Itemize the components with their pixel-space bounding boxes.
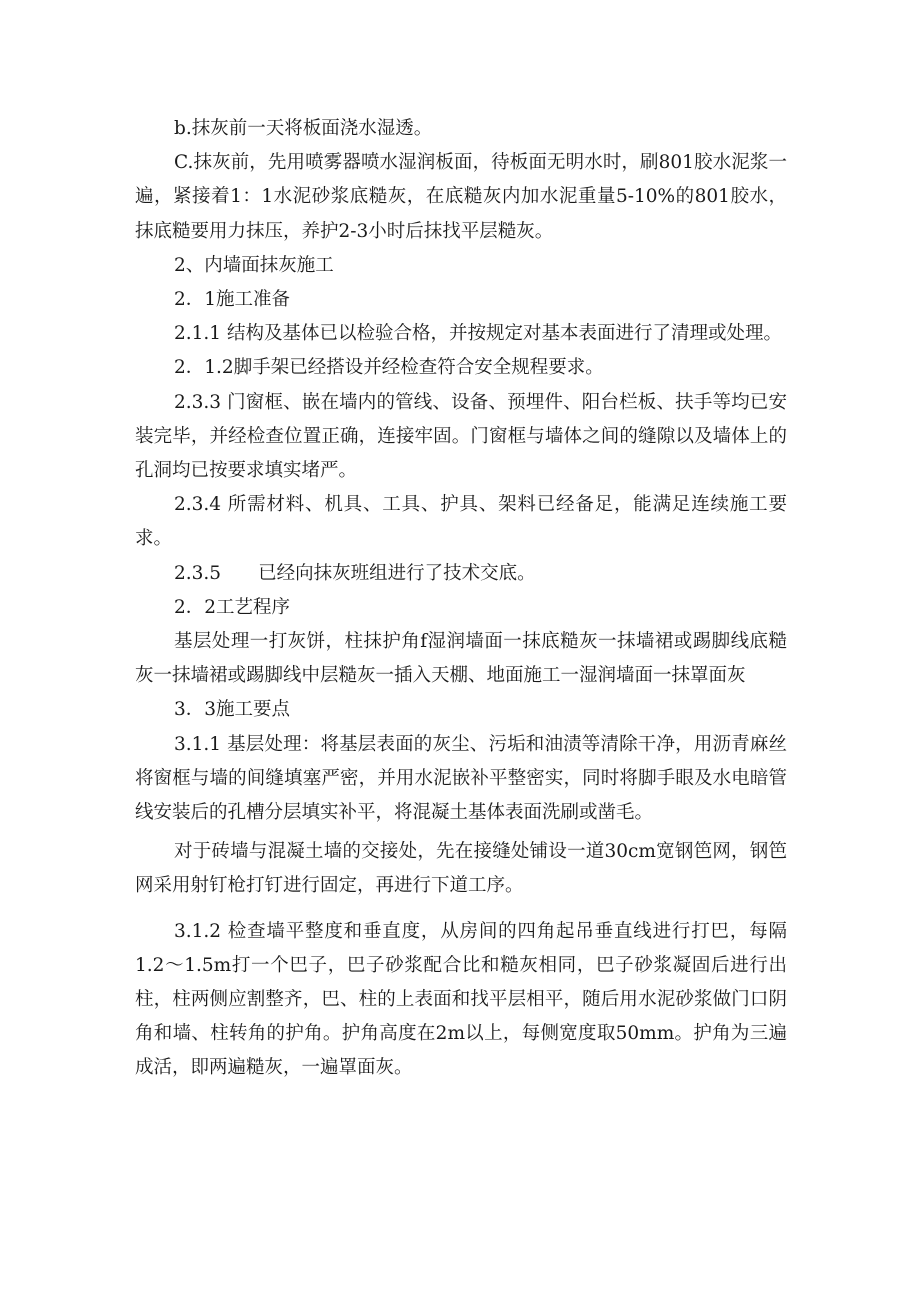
paragraph-2-3-3: 2.3.3 门窗框、嵌在墙内的管线、设备、预埋件、阳台栏板、扶手等均已安装完毕，并经检查位置正确，连接牢固。门窗框与墙体之间的缝隙以及墙体上的孔洞均已按要求填实堵严。 — [135, 391, 787, 482]
paragraph-2-3-4: 2.3.4 所需材料、机具、工具、护具、架料已经备足，能满足连续施工要求。 — [135, 494, 787, 550]
paragraph-b-wetting: b.抹灰前一天将板面浇水湿透。 — [174, 118, 433, 139]
paragraph-3-1-2: 3.1.2 检查墙平整度和垂直度，从房间的四角起吊垂直线进行打巴，每隔1.2～1.5m打一个巴子，巴子砂浆配合比和糙灰相同，巴子砂浆凝固后进行出柱，柱两侧应割整齐，巴、柱的上表面和找平层相平，随后用水泥砂浆做门口阴角和墙、柱转角的护角。护角高度在2m以上，每侧宽度取50mm。护角为三遍成活，即两遍糙灰，一遍罩面灰。 — [135, 920, 787, 1079]
paragraph-junction-mesh: 对于砖墙与混凝土墙的交接处，先在接缝处铺设一道30cm宽钢笆网，钢笆网采用射钉枪打钉进行固定，再进行下道工序。 — [135, 841, 787, 897]
paragraph-2-1-2: 2．1.2脚手架已经搭设并经检查符合安全规程要求。 — [174, 357, 604, 379]
subsection-heading-preparation: 2．1施工准备 — [174, 289, 291, 311]
subsection-heading-process: 2．2工艺程序 — [174, 596, 291, 618]
paragraph-3-1-1: 3.1.1 基层处理：将基层表面的灰尘、污垢和油渍等清除干净，用沥青麻丝将窗框与墙的间缝填塞严密，并用水泥嵌补平整密实，同时将脚手眼及水电暗管线安装后的孔槽分层填实补平，将混凝土基体表面洗刷或凿毛。 — [135, 733, 787, 824]
subsection-heading-key-points: 3．3施工要点 — [174, 699, 291, 721]
paragraph-process-sequence: 基层处理一打灰饼，柱抹护角f湿润墙面一抹底糙灰一抹墙裙或踢脚线底糙灰一抹墙裙或踢脚线中层糙灰一插入天棚、地面施工一湿润墙面一抹罩面灰 — [135, 631, 787, 687]
document-page — [135, 112, 787, 1086]
paragraph-c-base-coat: C.抹灰前，先用喷雾器喷水湿润板面，待板面无明水时，刷801胶水泥浆一遍，紧接着1：1水泥砂浆底糙灰，在底糙灰内加水泥重量5-10%的801胶水，抹底糙要用力抹压，养护2-3小时后抹找平层糙灰。 — [135, 152, 787, 242]
section-heading-interior-wall: 2、内墙面抹灰施工 — [174, 254, 334, 276]
paragraph-2-1-1: 2.1.1 结构及基体已以检验合格，并按规定对基本表面进行了清理或处理。 — [174, 323, 782, 345]
paragraph-2-3-5: 2.3.5 已经向抹灰班组进行了技术交底。 — [174, 562, 536, 584]
